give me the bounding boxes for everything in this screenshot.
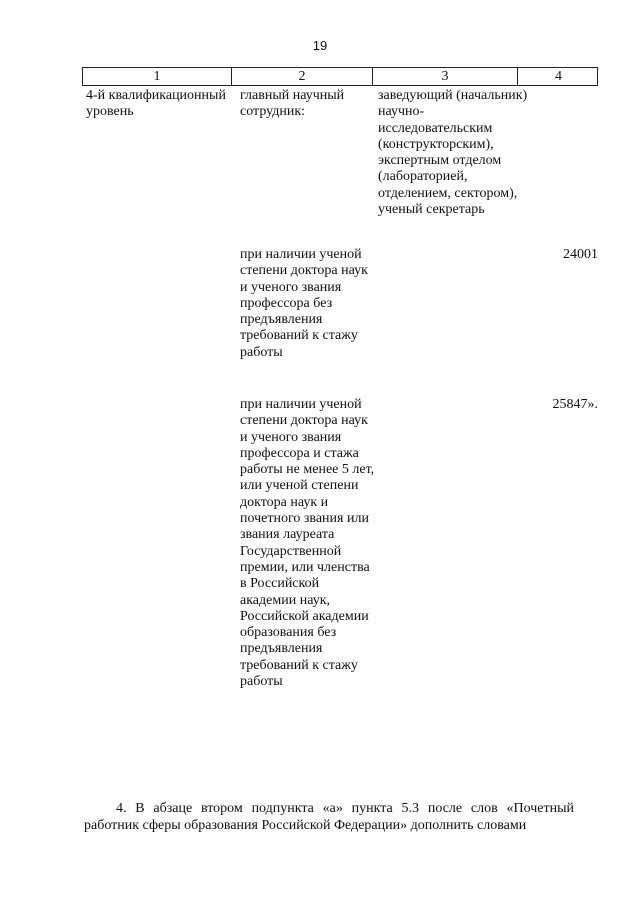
qualification-level: 4-й квалификационный уровень <box>86 88 226 120</box>
position-list: заведующий (начальник) научно-исследовательским (конструкторским), экспертным отделом (лабораторией, отделением, сектором), ученый секретарь <box>378 88 528 218</box>
position-title: главный научный сотрудник: <box>240 88 345 120</box>
table-header-row <box>82 67 598 86</box>
salary-value-2: 25847». <box>552 397 598 412</box>
condition-text-1: при наличии ученой степени доктора наук и ученого звания профессора без предъявления требований к стажу работы <box>240 247 368 360</box>
header-col-1: 1 <box>153 69 161 84</box>
header-col-2: 2 <box>298 69 306 84</box>
amendment-paragraph <box>84 800 574 834</box>
page-number: 19 <box>312 38 328 53</box>
salary-value-1: 24001 <box>563 247 598 262</box>
header-col-3: 3 <box>441 69 449 84</box>
salary-table <box>82 67 598 86</box>
amendment-text: 4. В абзаце втором подпункта «а» пункта 5.3 после слов «Почетный работник сферы образования Российской Федерации» дополнить словами <box>84 801 574 833</box>
header-col-4: 4 <box>555 69 562 84</box>
condition-text-2: при наличии ученой степени доктора наук и ученого звания профессора и стажа работы не менее 5 лет, или ученой степени доктора наук и почетного звания или звания лауреата Государственной премии, или членства в Российской академии наук, Российской академии образования без предъявления требований к стажу работы <box>240 397 375 690</box>
